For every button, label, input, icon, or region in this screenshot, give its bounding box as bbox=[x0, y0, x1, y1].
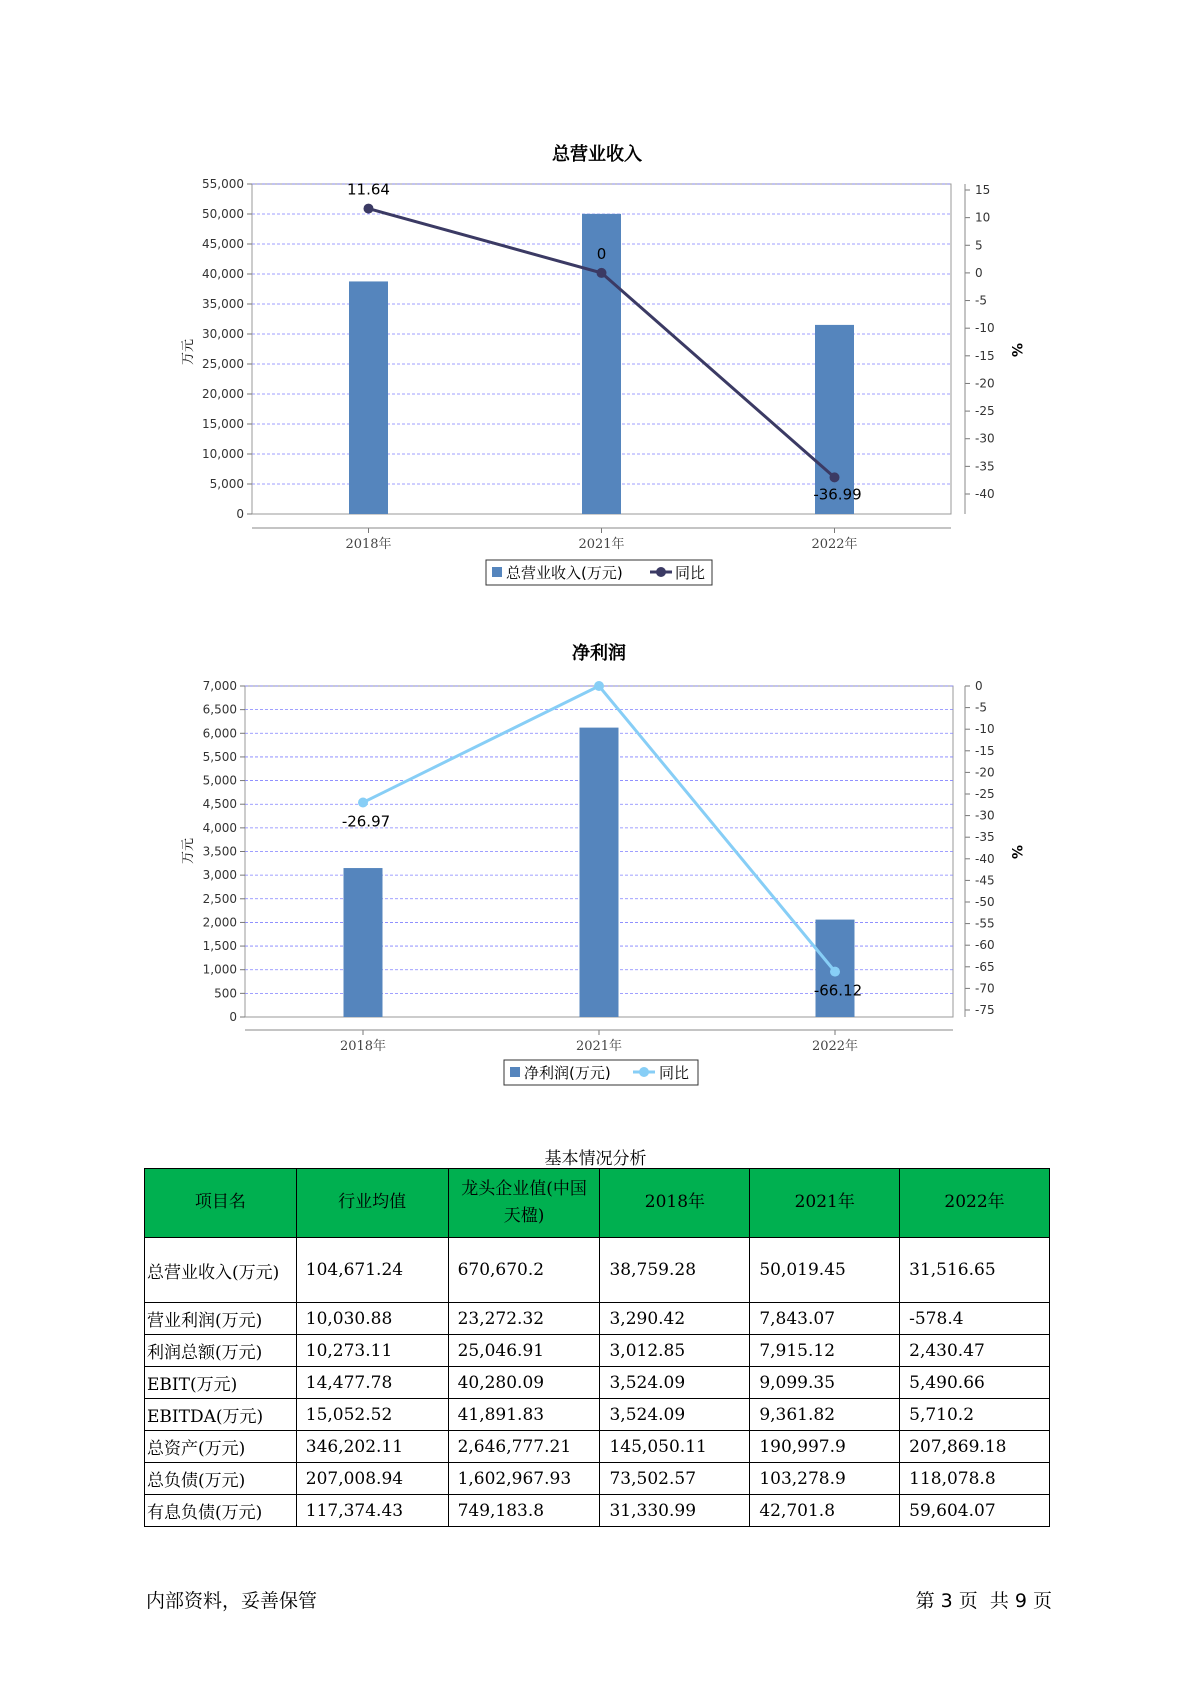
revenue-chart-title: 总营业收入 bbox=[552, 144, 642, 165]
footer-page-number: 第 3 页 共 9 页 bbox=[915, 1590, 1052, 1612]
table-cell: 5,490.66 bbox=[900, 1367, 1050, 1399]
net-profit-growth-point bbox=[358, 798, 368, 808]
revenue-legend-bar-label: 总营业收入(万元) bbox=[506, 564, 623, 582]
basic-analysis-table bbox=[144, 1168, 1050, 1527]
right-axis-tick-label: -70 bbox=[975, 981, 995, 996]
table-cell: 50,019.45 bbox=[750, 1238, 900, 1303]
table-cell: 346,202.11 bbox=[296, 1431, 448, 1463]
right-axis-tick-label: -25 bbox=[975, 787, 995, 801]
revenue-legend-line-label: 同比 bbox=[675, 564, 706, 582]
right-axis-tick-label: -30 bbox=[975, 431, 995, 446]
left-axis-tick-label: 5,500 bbox=[202, 749, 237, 764]
left-axis-tick-label: 55,000 bbox=[202, 177, 244, 191]
table-row-label: 总资产(万元) bbox=[145, 1431, 297, 1463]
right-axis-tick-label: 5 bbox=[975, 238, 983, 253]
right-axis-tick-label: -20 bbox=[975, 765, 995, 780]
table-cell: 1,602,967.93 bbox=[448, 1463, 600, 1495]
table-row bbox=[145, 1335, 1050, 1367]
right-axis-tick-label: -10 bbox=[975, 722, 995, 737]
right-axis-tick-label: -50 bbox=[975, 895, 995, 909]
header-2021: 2021年 bbox=[750, 1169, 900, 1238]
left-axis-tick-label: 7,000 bbox=[202, 679, 237, 693]
left-axis-tick-label: 50,000 bbox=[202, 207, 244, 221]
table-row-label: EBITDA(万元) bbox=[145, 1399, 297, 1431]
table-cell: 15,052.52 bbox=[296, 1399, 448, 1431]
left-axis-tick-label: 3,500 bbox=[202, 844, 237, 859]
table-cell: 38,759.28 bbox=[600, 1238, 750, 1303]
table-row-label: 总负债(万元) bbox=[145, 1463, 297, 1495]
table-row-label: EBIT(万元) bbox=[145, 1367, 297, 1399]
header-item-name: 项目名 bbox=[145, 1169, 297, 1238]
left-axis-tick-label: 2,000 bbox=[202, 915, 237, 930]
left-axis-tick-label: 3,000 bbox=[202, 868, 237, 883]
right-axis-tick-label: -15 bbox=[975, 348, 995, 363]
net-profit-chart-title: 净利润 bbox=[572, 643, 626, 664]
left-axis-tick-label: 2,500 bbox=[202, 891, 237, 906]
net-profit-right-axis bbox=[965, 679, 995, 1017]
left-axis-tick-label: 6,000 bbox=[202, 726, 237, 741]
left-axis-tick-label: 4,000 bbox=[202, 820, 237, 835]
table-cell: 145,050.11 bbox=[600, 1431, 750, 1463]
right-axis-tick-label: -55 bbox=[975, 916, 995, 931]
table-cell: 207,869.18 bbox=[900, 1431, 1050, 1463]
left-axis-tick-label: 4,500 bbox=[202, 797, 237, 812]
table-row bbox=[145, 1303, 1050, 1335]
table-cell: 118,078.8 bbox=[900, 1463, 1050, 1495]
table-cell: 3,524.09 bbox=[600, 1399, 750, 1431]
table-cell: 670,670.2 bbox=[448, 1238, 600, 1303]
left-axis-tick-label: 5,000 bbox=[202, 773, 237, 788]
table-row-label: 营业利润(万元) bbox=[145, 1303, 297, 1335]
revenue-right-axis bbox=[965, 183, 995, 501]
table-row bbox=[145, 1463, 1050, 1495]
table-cell: 9,361.82 bbox=[750, 1399, 900, 1431]
table-cell: 31,330.99 bbox=[600, 1495, 750, 1527]
table-cell: 25,046.91 bbox=[448, 1335, 600, 1367]
x-axis-tick-label: 2018年 bbox=[339, 1039, 387, 1054]
table-row bbox=[145, 1238, 1050, 1303]
left-axis-tick-label: 5,000 bbox=[209, 477, 244, 491]
net-profit-legend-bar-label: 净利润(万元) bbox=[524, 1064, 611, 1082]
x-axis-tick-label: 2021年 bbox=[578, 537, 625, 552]
left-axis-tick-label: 25,000 bbox=[202, 357, 244, 371]
data-label: -36.99 bbox=[813, 485, 862, 504]
table-cell: 7,843.07 bbox=[750, 1303, 900, 1335]
revenue-chart bbox=[0, 0, 1191, 600]
table-cell: 3,290.42 bbox=[600, 1303, 750, 1335]
left-axis-tick-label: 1,500 bbox=[202, 939, 237, 954]
net-profit-legend-bar-swatch bbox=[510, 1067, 520, 1077]
table-cell: 2,430.47 bbox=[900, 1335, 1050, 1367]
right-axis-tick-label: -15 bbox=[975, 743, 995, 758]
table-cell: 10,273.11 bbox=[296, 1335, 448, 1367]
left-axis-tick-label: 500 bbox=[214, 986, 237, 1001]
x-axis-tick-label: 2018年 bbox=[345, 537, 392, 552]
x-axis-tick-label: 2022年 bbox=[811, 1039, 859, 1054]
table-row bbox=[145, 1367, 1050, 1399]
table-cell: 42,701.8 bbox=[750, 1495, 900, 1527]
table-cell: 190,997.9 bbox=[750, 1431, 900, 1463]
revenue-legend-line-marker bbox=[656, 567, 666, 577]
table-row-label: 有息负债(万元) bbox=[145, 1495, 297, 1527]
right-axis-tick-label: -75 bbox=[975, 1003, 995, 1017]
net-profit-growth-point bbox=[830, 967, 840, 977]
x-axis-tick-label: 2022年 bbox=[811, 537, 858, 552]
right-axis-tick-label: -45 bbox=[975, 873, 995, 888]
revenue-bar bbox=[349, 281, 388, 514]
table-header-row bbox=[145, 1169, 1050, 1238]
table-cell: 3,012.85 bbox=[600, 1335, 750, 1367]
net-profit-bar bbox=[344, 868, 383, 1017]
table-row-label: 总营业收入(万元) bbox=[145, 1238, 297, 1303]
net-profit-left-axis bbox=[203, 679, 245, 1024]
left-axis-tick-label: 35,000 bbox=[202, 297, 244, 311]
data-label: 0 bbox=[596, 244, 607, 263]
right-axis-tick-label: -5 bbox=[975, 293, 987, 308]
right-axis-tick-label: -25 bbox=[975, 404, 995, 419]
data-label: 11.64 bbox=[347, 180, 390, 199]
table-cell: 103,278.9 bbox=[750, 1463, 900, 1495]
left-axis-tick-label: 6,500 bbox=[202, 702, 237, 717]
table-cell: -578.4 bbox=[900, 1303, 1050, 1335]
data-label: -66.12 bbox=[813, 981, 863, 1000]
net-profit-bars bbox=[341, 728, 855, 1017]
table-cell: 23,272.32 bbox=[448, 1303, 600, 1335]
revenue-legend-bar-swatch bbox=[492, 567, 502, 577]
table-cell: 207,008.94 bbox=[296, 1463, 448, 1495]
table-cell: 73,502.57 bbox=[600, 1463, 750, 1495]
table-cell: 7,915.12 bbox=[750, 1335, 900, 1367]
revenue-left-axis-label: 万元 bbox=[181, 338, 196, 366]
net-profit-right-axis-label: % bbox=[1008, 844, 1024, 860]
right-axis-tick-label: -20 bbox=[975, 376, 995, 391]
net-profit-legend-line-marker bbox=[639, 1067, 649, 1077]
net-profit-bar bbox=[580, 728, 619, 1017]
net-profit-chart bbox=[0, 600, 1191, 1100]
table-cell: 104,671.24 bbox=[296, 1238, 448, 1303]
right-axis-tick-label: -30 bbox=[975, 808, 995, 823]
table-cell: 14,477.78 bbox=[296, 1367, 448, 1399]
data-label: -26.97 bbox=[341, 812, 391, 831]
net-profit-growth-point bbox=[594, 681, 604, 691]
header-2018: 2018年 bbox=[600, 1169, 750, 1238]
left-axis-tick-label: 30,000 bbox=[202, 327, 244, 341]
revenue-growth-point bbox=[597, 268, 607, 278]
net-profit-legend bbox=[504, 1060, 698, 1085]
header-industry-avg: 行业均值 bbox=[296, 1169, 448, 1238]
revenue-x-axis bbox=[345, 528, 857, 552]
right-axis-tick-label: -5 bbox=[975, 700, 987, 715]
table-cell: 749,183.8 bbox=[448, 1495, 600, 1527]
x-axis-tick-label: 2021年 bbox=[575, 1039, 623, 1054]
right-axis-tick-label: 0 bbox=[975, 679, 983, 693]
table-cell: 2,646,777.21 bbox=[448, 1431, 600, 1463]
right-axis-tick-label: 10 bbox=[975, 210, 991, 225]
net-profit-x-axis bbox=[340, 1030, 858, 1054]
right-axis-tick-label: -35 bbox=[975, 459, 995, 474]
net-profit-left-axis-label: 万元 bbox=[181, 837, 196, 865]
table-row-label: 利润总额(万元) bbox=[145, 1335, 297, 1367]
header-leader-value: 龙头企业值(中国天楹) bbox=[448, 1169, 600, 1238]
revenue-growth-point bbox=[364, 204, 374, 214]
revenue-left-axis bbox=[202, 177, 252, 521]
table-cell: 59,604.07 bbox=[900, 1495, 1050, 1527]
table-row bbox=[145, 1399, 1050, 1431]
table-cell: 9,099.35 bbox=[750, 1367, 900, 1399]
left-axis-tick-label: 20,000 bbox=[202, 387, 244, 401]
left-axis-tick-label: 15,000 bbox=[202, 417, 244, 431]
table-row bbox=[145, 1495, 1050, 1527]
left-axis-tick-label: 0 bbox=[229, 1010, 237, 1024]
left-axis-tick-label: 1,000 bbox=[202, 962, 237, 977]
left-axis-tick-label: 0 bbox=[236, 507, 244, 521]
table-cell: 3,524.09 bbox=[600, 1367, 750, 1399]
table-cell: 10,030.88 bbox=[296, 1303, 448, 1335]
table-cell: 31,516.65 bbox=[900, 1238, 1050, 1303]
left-axis-tick-label: 10,000 bbox=[202, 447, 244, 461]
right-axis-tick-label: 15 bbox=[975, 183, 991, 197]
revenue-right-axis-label: % bbox=[1008, 342, 1024, 358]
right-axis-tick-label: -10 bbox=[975, 321, 995, 336]
revenue-legend bbox=[486, 560, 712, 585]
right-axis-tick-label: 0 bbox=[975, 265, 983, 280]
footer-confidential: 内部资料，妥善保管 bbox=[146, 1590, 318, 1612]
left-axis-tick-label: 40,000 bbox=[202, 267, 244, 281]
revenue-growth-point bbox=[830, 472, 840, 482]
table-cell: 5,710.2 bbox=[900, 1399, 1050, 1431]
right-axis-tick-label: -40 bbox=[975, 487, 995, 501]
left-axis-tick-label: 45,000 bbox=[202, 237, 244, 251]
table-cell: 117,374.43 bbox=[296, 1495, 448, 1527]
table-row bbox=[145, 1431, 1050, 1463]
table-title: 基本情况分析 bbox=[544, 1149, 647, 1169]
right-axis-tick-label: -35 bbox=[975, 830, 995, 845]
right-axis-tick-label: -65 bbox=[975, 959, 995, 974]
right-axis-tick-label: -40 bbox=[975, 851, 995, 866]
header-2022: 2022年 bbox=[900, 1169, 1050, 1238]
table-cell: 40,280.09 bbox=[448, 1367, 600, 1399]
net-profit-legend-line-label: 同比 bbox=[659, 1064, 690, 1082]
table-cell: 41,891.83 bbox=[448, 1399, 600, 1431]
right-axis-tick-label: -60 bbox=[975, 938, 995, 953]
